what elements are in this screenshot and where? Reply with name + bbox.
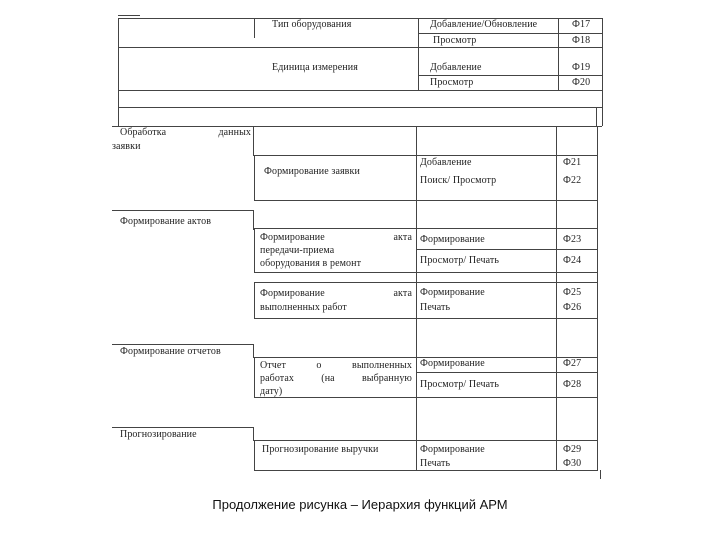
form-code: Ф29 (563, 444, 582, 455)
table-border (416, 372, 597, 373)
subfunction-label: Прогнозирование выручки (262, 444, 379, 455)
table-border (556, 126, 557, 471)
operation-label: Формирование (420, 444, 485, 455)
table-border (254, 357, 416, 358)
table-border (254, 282, 416, 283)
table-border (416, 249, 597, 250)
table-border (253, 126, 254, 156)
table-border (416, 126, 417, 471)
table-border (416, 397, 597, 398)
table-border (112, 210, 254, 211)
operation-label: Добавление/Обновление (430, 19, 538, 30)
form-code: Ф20 (572, 77, 591, 88)
subfunction-label: Формирование акта (260, 232, 412, 243)
form-code: Ф30 (563, 458, 582, 469)
operation-label: Просмотр/ Печать (420, 255, 500, 266)
table-border (253, 427, 254, 441)
operation-label: Печать (420, 302, 451, 313)
subfunction-label-line2: передачи-приема (260, 245, 335, 256)
form-code: Ф23 (563, 234, 582, 245)
operation-label: Поиск/ Просмотр (420, 175, 497, 186)
section-acts-label: Формирование актов (120, 216, 212, 227)
operation-label: Добавление (420, 157, 472, 168)
section-processing-label-line2: заявки (112, 141, 141, 152)
table-border (254, 470, 416, 471)
table-border (254, 357, 255, 397)
section-reports-label: Формирование отчетов (120, 346, 221, 357)
table-border (254, 228, 255, 273)
table-border (112, 344, 254, 345)
corner-mark (118, 15, 140, 16)
form-code: Ф24 (563, 255, 582, 266)
operation-label: Добавление (430, 62, 482, 73)
table-border (597, 126, 598, 471)
section-processing-label: Обработка данных (120, 127, 251, 138)
table-border (253, 344, 254, 358)
table-border (558, 18, 559, 90)
table-border (118, 107, 602, 108)
form-code: Ф19 (572, 62, 591, 73)
table-border (254, 155, 416, 156)
equipment-type-label: Тип оборудования (272, 19, 352, 30)
table-border (602, 18, 603, 126)
form-code: Ф21 (563, 157, 582, 168)
table-border (118, 18, 119, 126)
table-border (254, 228, 416, 229)
subfunction-label-line3: дату) (260, 386, 283, 397)
table-border (416, 440, 597, 441)
operation-label: Печать (420, 458, 451, 469)
operation-label: Просмотр (433, 35, 477, 46)
table-border (118, 47, 602, 48)
table-border (254, 440, 416, 441)
section-forecast-label: Прогнозирование (120, 429, 197, 440)
operation-label: Просмотр/ Печать (420, 379, 500, 390)
subfunction-label-line2: работах (на выбранную (260, 373, 412, 384)
table-border (254, 282, 255, 318)
table-border (416, 470, 597, 471)
form-code: Ф27 (563, 358, 582, 369)
table-border (254, 155, 255, 200)
table-border (416, 200, 597, 201)
form-code: Ф18 (572, 35, 591, 46)
unit-label: Единица измерения (272, 62, 358, 73)
table-border (418, 33, 602, 34)
subfunction-label: Формирование акта (260, 288, 412, 299)
table-border (600, 470, 601, 479)
table-border (118, 90, 602, 91)
form-code: Ф25 (563, 287, 582, 298)
subfunction-label-line2: выполненных работ (260, 302, 347, 313)
subfunction-label: Формирование заявки (264, 166, 360, 177)
table-border (112, 427, 254, 428)
figure-caption: Продолжение рисунка – Иерархия функций АРМ (212, 497, 508, 512)
operation-label: Формирование (420, 234, 485, 245)
table-border (416, 282, 597, 283)
table-border (254, 318, 416, 319)
form-code: Ф17 (572, 19, 591, 30)
form-code: Ф22 (563, 175, 582, 186)
table-border (254, 440, 255, 470)
operation-label: Формирование (420, 358, 485, 369)
table-border (253, 210, 254, 230)
table-border (254, 200, 416, 201)
table-border (416, 272, 597, 273)
subfunction-label: Отчет о выполненных (260, 360, 412, 371)
table-border (418, 18, 419, 90)
table-border (416, 318, 597, 319)
subfunction-label-line3: оборудования в ремонт (260, 258, 362, 269)
table-border (416, 155, 597, 156)
table-border (254, 272, 416, 273)
operation-label: Формирование (420, 287, 485, 298)
form-code: Ф26 (563, 302, 582, 313)
table-border (418, 75, 602, 76)
form-code: Ф28 (563, 379, 582, 390)
table-border (254, 18, 255, 38)
table-border (416, 228, 597, 229)
table-border (596, 107, 597, 126)
operation-label: Просмотр (430, 77, 474, 88)
